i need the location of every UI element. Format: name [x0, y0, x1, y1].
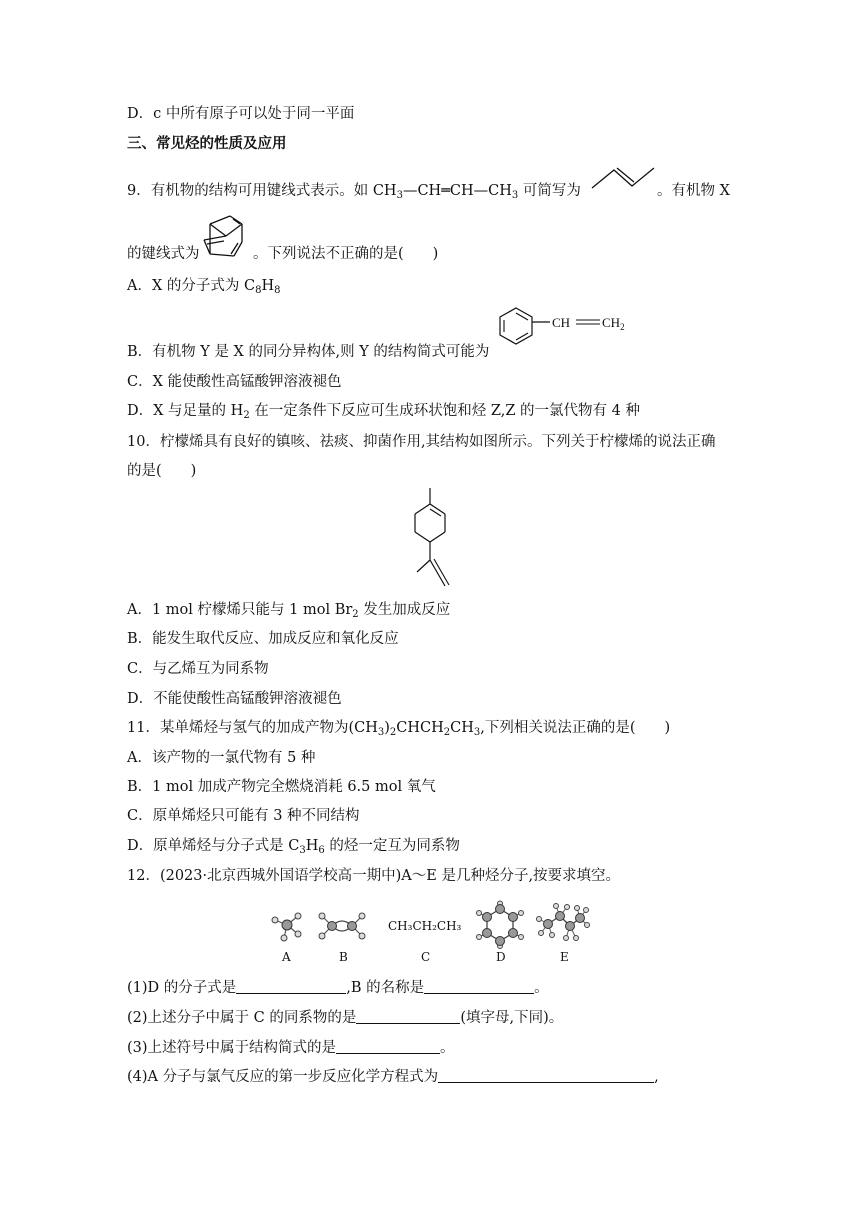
q10-stem-line1: 10．柠檬烯具有良好的镇咳、祛痰、抑菌作用,其结构如图所示。下列关于柠檬烯的说法正确	[127, 434, 716, 450]
q10-option-c: C．与乙烯互为同系物	[127, 661, 269, 677]
answer-blank-structural-formula[interactable]	[336, 1039, 440, 1054]
q11-option-d: D．原单烯烃与分子式是 $C_3H_6$ 的烃一定互为同系物	[127, 838, 460, 856]
prev-option-d: D．c 中所有原子可以处于同一平面	[127, 106, 355, 122]
answer-blank-d-formula[interactable]	[236, 979, 346, 994]
limonene-structure	[405, 486, 455, 590]
svg-text:CH2: $CH_2$	[602, 315, 625, 332]
q9-stem-line2-b: 。下列说法不正确的是( )	[253, 246, 439, 262]
molecule-label-c: C	[421, 950, 431, 964]
q12-part3: (3)上述符号中属于结构简式的是 。	[127, 1040, 455, 1056]
q12-part4: (4)A 分子与氯气反应的第一步反应化学方程式为 ,	[127, 1069, 659, 1085]
q10-stem-line2: 的是( )	[127, 463, 197, 479]
butene-skeletal-formula	[590, 164, 660, 192]
molecule-a-methane-model	[270, 908, 304, 942]
q12-part2: (2)上述分子中属于 C 的同系物的是 (填字母,下同)。	[127, 1010, 564, 1026]
molecule-b-ethylene-model	[318, 912, 366, 940]
q12-part1: (1)D 的分子式是 ,B 的名称是 。	[127, 980, 549, 996]
answer-blank-b-name[interactable]	[424, 979, 534, 994]
q12-stem: 12．(2023·北京西城外国语学校高一期中)A～E 是几种烃分子,按要求填空。	[127, 868, 621, 884]
q9-option-a: A．X 的分子式为 $C_8H_8$	[127, 278, 281, 296]
molecule-d-benzene-model	[473, 902, 527, 948]
styrene-structure	[496, 304, 636, 356]
molecule-label-b: B	[339, 950, 348, 964]
molecule-e-butane-model	[536, 902, 590, 946]
q11-option-b: B．1 mol 加成产物完全燃烧消耗 6.5 mol 氧气	[127, 779, 436, 795]
section-title: 三、常见烃的性质及应用	[127, 136, 287, 152]
answer-blank-homologs[interactable]	[356, 1009, 460, 1024]
q9-option-b: B．有机物 Y 是 X 的同分异构体,则 Y 的结构简式可能为	[127, 344, 490, 360]
molecule-label-d: D	[496, 950, 506, 964]
q11-option-c: C．原单烯烃只可能有 3 种不同结构	[127, 808, 360, 824]
q11-option-a: A．该产物的一氯代物有 5 种	[127, 750, 316, 766]
q10-option-b: B．能发生取代反应、加成反应和氧化反应	[127, 631, 399, 647]
svg-text:CH: CH	[552, 315, 571, 330]
q9-stem-line2-a: 的键线式为	[127, 246, 200, 262]
q9-stem-line1-end: 。有机物 X	[657, 183, 730, 199]
q11-stem: 11．某单烯烃与氢气的加成产物为$(CH_3)_2CHCH_2CH_3$,下列相关说法正确的是( )	[127, 720, 671, 738]
answer-blank-equation[interactable]	[438, 1068, 654, 1083]
q9-option-d: D．X 与足量的 $H_2$ 在一定条件下反应可生成环状饱和烃 Z,Z 的一氯代物有 4 种	[127, 403, 640, 421]
q10-option-d: D．不能使酸性高锰酸钾溶液褪色	[127, 691, 342, 707]
q9-option-c: C．X 能使酸性高锰酸钾溶液褪色	[127, 374, 342, 390]
q10-option-a: A．1 mol 柠檬烯只能与 1 mol $Br_2$ 发生加成反应	[127, 602, 451, 620]
q9-stem-line1: 9．有机物的结构可用键线式表示。如 $CH_3—CH═CH—CH_3$ 可简写为	[127, 183, 581, 201]
molecule-label-e: E	[560, 950, 569, 964]
molecule-c-formula: CH₃CH₂CH₃	[388, 919, 462, 933]
molecule-label-a: A	[282, 950, 291, 964]
compound-x-skeletal-formula	[202, 210, 250, 262]
